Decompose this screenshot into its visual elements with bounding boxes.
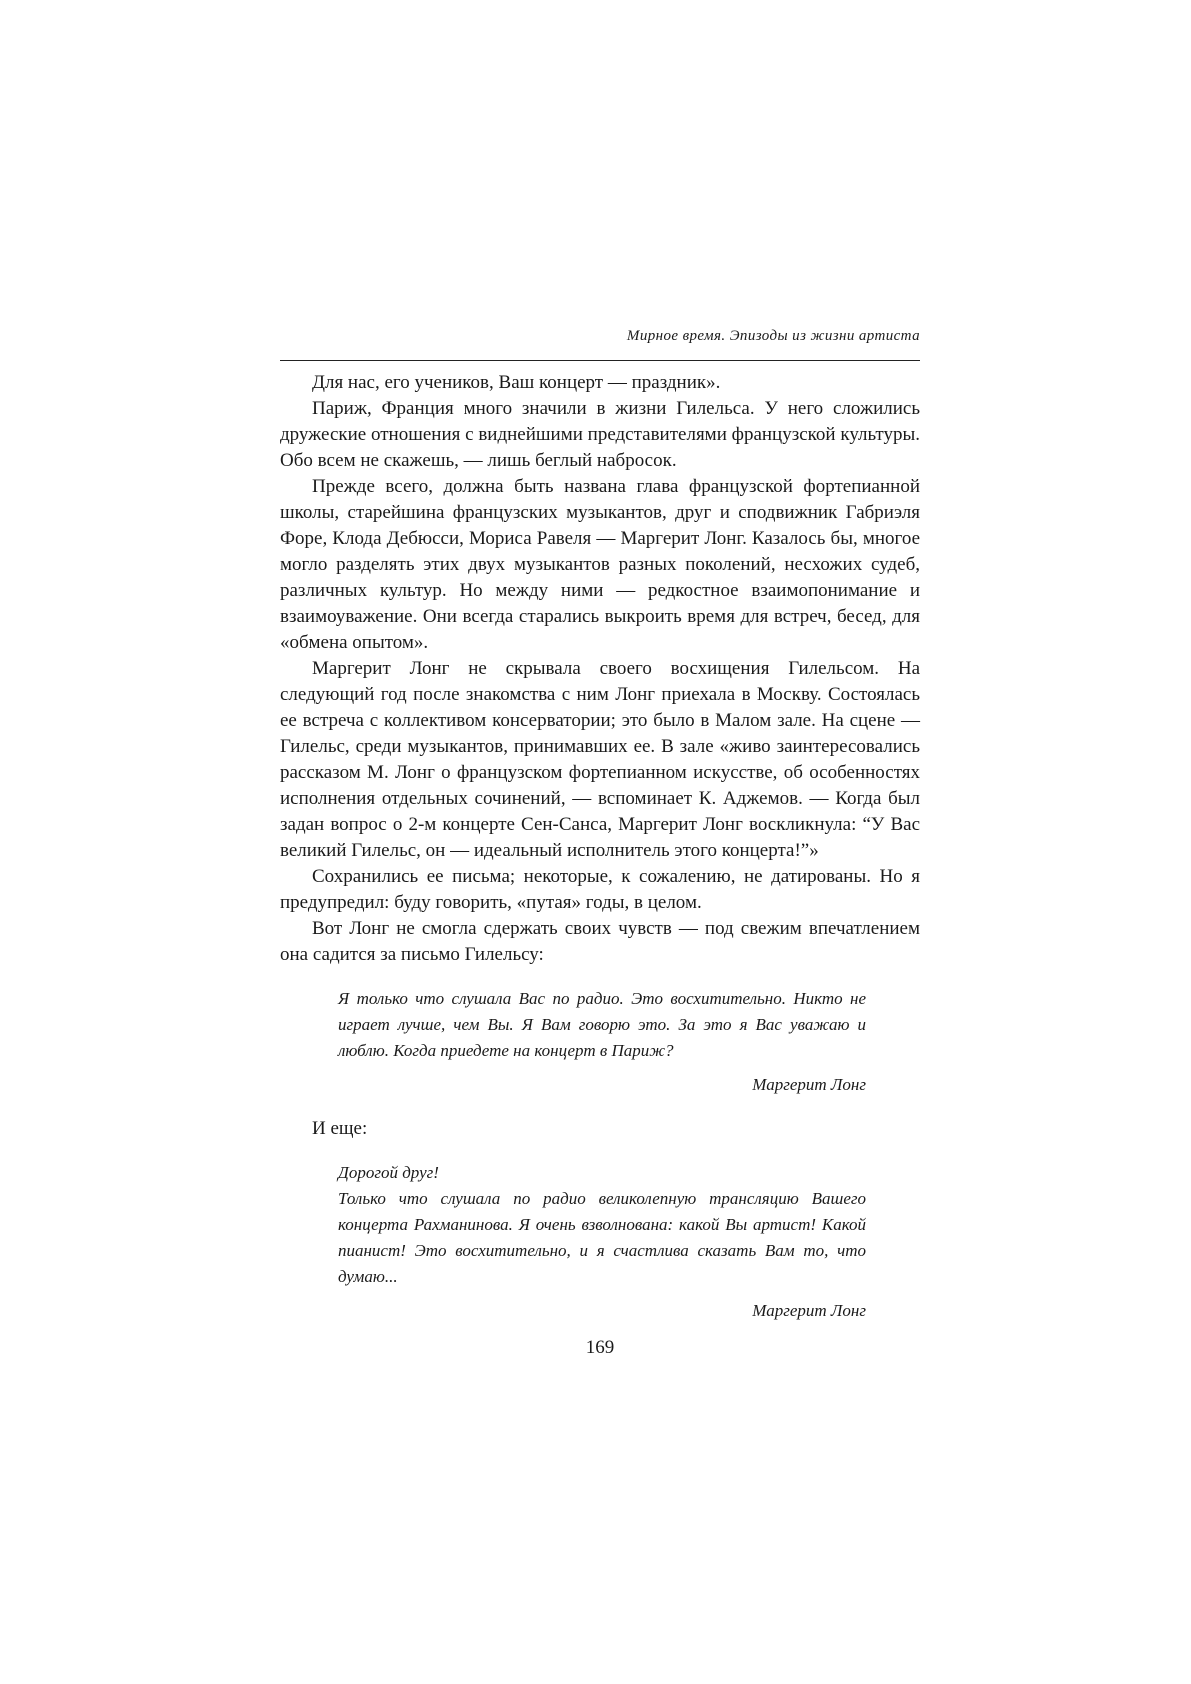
body-text [280,370,920,1324]
letter-quote-2 [338,1160,866,1324]
letter-signature: Маргерит Лонг [752,1075,866,1094]
letter-signature: Маргерит Лонг [752,1301,866,1320]
letter-text: Только что слушала по радио великолепную трансляцию Вашего концерта Рахманинова. Я очень взволнована: какой Вы артист! Какой пианист! Это восхитительно, и я счастлива сказать Вам то, что думаю... [338,1189,866,1286]
paragraph: Сохранились ее письма; некоторые, к сожалению, не датированы. Но я предупредил: буду говорить, «путая» годы, в целом. [280,866,920,913]
letter-text: Я только что слушала Вас по радио. Это восхитительно. Никто не играет лучше, чем Вы. Я Вам говорю это. За это я Вас уважаю и люблю. Когда приедете на концерт в Париж? [338,989,866,1060]
paragraph: Париж, Франция много значили в жизни Гилельса. У него сложились дружеские отношения с виднейшими представителями французской культуры. Обо всем не скажешь, — лишь беглый набросок. [280,398,920,471]
page-number: 169 [585,1337,615,1358]
paragraph: Маргерит Лонг не скрывала своего восхищения Гилельсом. На следующий год после знакомства с ним Лонг приехала в Москву. Состоялась ее встреча с коллективом консерватории; это было в Малом зале. На сцене — Гилельс, среди музыкантов, принимавших ее. В зале «живо заинтересовались рассказом М. Лонг о французском фортепианном искусстве, об особенностях исполнения отдельных сочинений, — вспоминает К. Аджемов. — Когда был задан вопрос о 2-м концерте Сен-Санса, Маргерит Лонг воскликнула: “У Вас великий Гилельс, он — идеальный исполнитель этого концерта!”» [280,658,920,861]
interlude-paragraph: И еще: [312,1118,368,1139]
letter-greeting: Дорогой друг! [338,1163,439,1182]
paragraph: Прежде всего, должна быть названа глава французской фортепианной школы, старейшина французских музыкантов, друг и сподвижник Габриэля Форе, Клода Дебюсси, Мориса Равеля — Маргерит Лонг. Казалось бы, многое могло разделять этих двух музыкантов разных поколений, несхожих судеб, различных культур. Но между ними — редкостное взаимопонимание и взаимоуважение. Они всегда старались выкроить время для встреч, бесед, для «обмена опытом». [280,476,920,653]
letter-quote-1 [338,986,866,1098]
paragraph: Вот Лонг не смогла сдержать своих чувств — под свежим впечатлением она садится за письмо Гилельсу: [280,918,920,965]
paragraph: Для нас, его учеников, Ваш концерт — праздник». [312,372,721,393]
header-rule [280,360,920,361]
running-head: Мирное время. Эпизоды из жизни артиста [626,328,920,344]
